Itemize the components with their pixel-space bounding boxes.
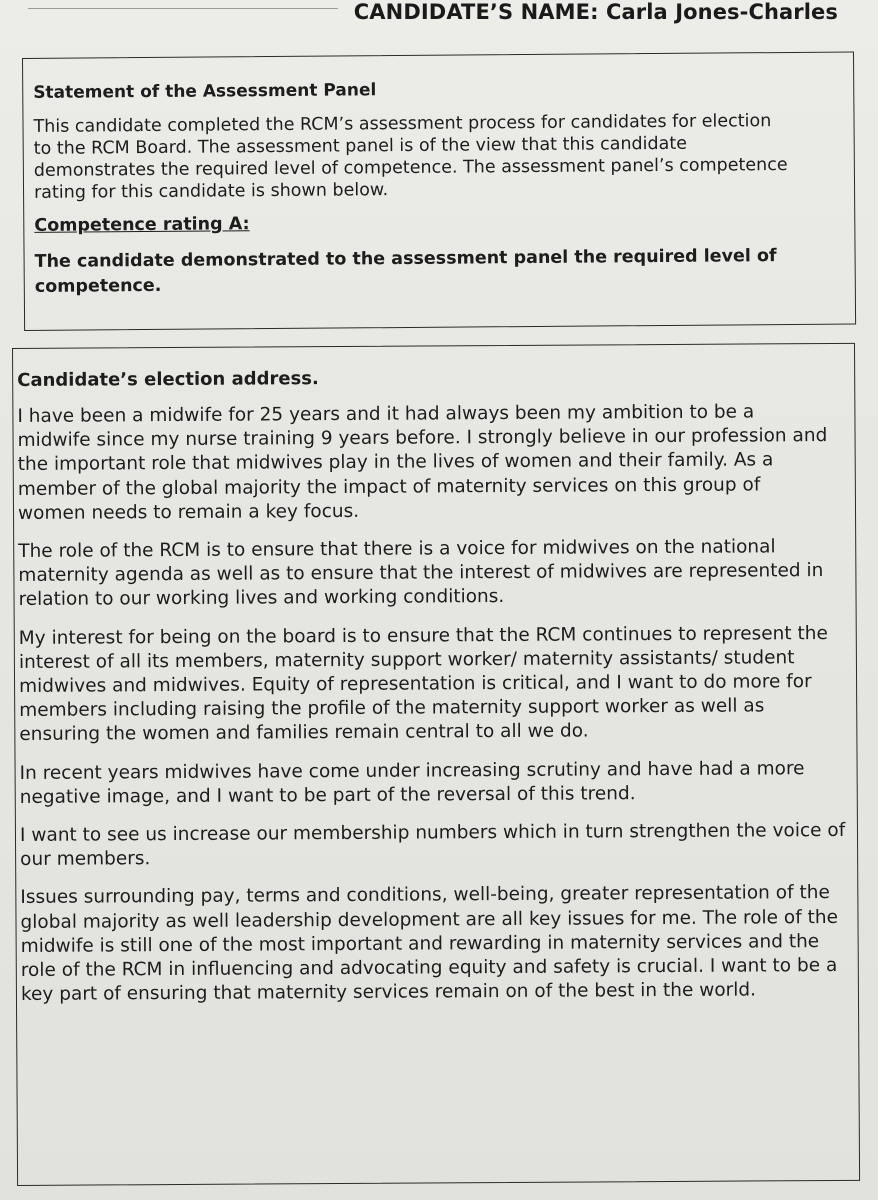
address-paragraph: In recent years midwives have come under increasing scrutiny and have had a more negative image, and I want to be part of the reversal of this trend. (19, 757, 805, 808)
assessment-panel-heading: Statement of the Assessment Panel (33, 80, 377, 103)
competence-rating-label: Competence rating A: (34, 214, 250, 236)
candidate-name-header: CANDIDATE’S NAME: Carla Jones-Charles (353, 0, 838, 24)
top-divider (28, 8, 338, 9)
address-paragraph: I want to see us increase our membership numbers which in turn strengthen the voice of our members. (19, 819, 846, 871)
address-paragraph: I have been a midwife for 25 years and it had always been my ambition to be a midwife since my nurse training 9 years before. I strongly believe in our profession and the important role that midwives play in the lives of women and their family. As a member of the global majority the impact of maternity services on this group of women needs to remain a key focus. (17, 401, 828, 524)
address-paragraph: Issues surrounding pay, terms and conditions, well-being, greater representation of the global majority as well leadership development are all key issues for me. The role of the midwife is still one of the most important and rewarding in maternity services and the role of the RCM in influencing and advocating equity and safety is crucial. I want to be a key part of ensuring that maternity services remain on of the best in the world. (20, 882, 839, 1006)
election-address-box (12, 343, 860, 1186)
election-address-heading: Candidate’s election address. (17, 368, 319, 391)
competence-rating-text: The candidate demonstrated to the assessment panel the required level of competence. (34, 246, 777, 297)
assessment-statement: This candidate completed the RCM’s assessment process for candidates for election to the RCM Board. The assessment panel is of the view that this candidate demonstrates the required level of competence. The assessment panel’s competence rating for this candidate is shown below. (33, 111, 788, 203)
address-paragraph: The role of the RCM is to ensure that there is a voice for midwives on the national maternity agenda as well as to ensure that the interest of midwives are represented in relation to our working lives and working conditions. (18, 536, 824, 611)
address-paragraph: My interest for being on the board is to ensure that the RCM continues to represent the interest of all its members, maternity support worker/ maternity assistants/ student midwives and midwives. Equity of representation is critical, and I want to do more for members including raising the profile of the maternity support worker as well as ensuring the women and families remain central to all we do. (18, 622, 828, 746)
assessment-panel-box (22, 51, 856, 331)
